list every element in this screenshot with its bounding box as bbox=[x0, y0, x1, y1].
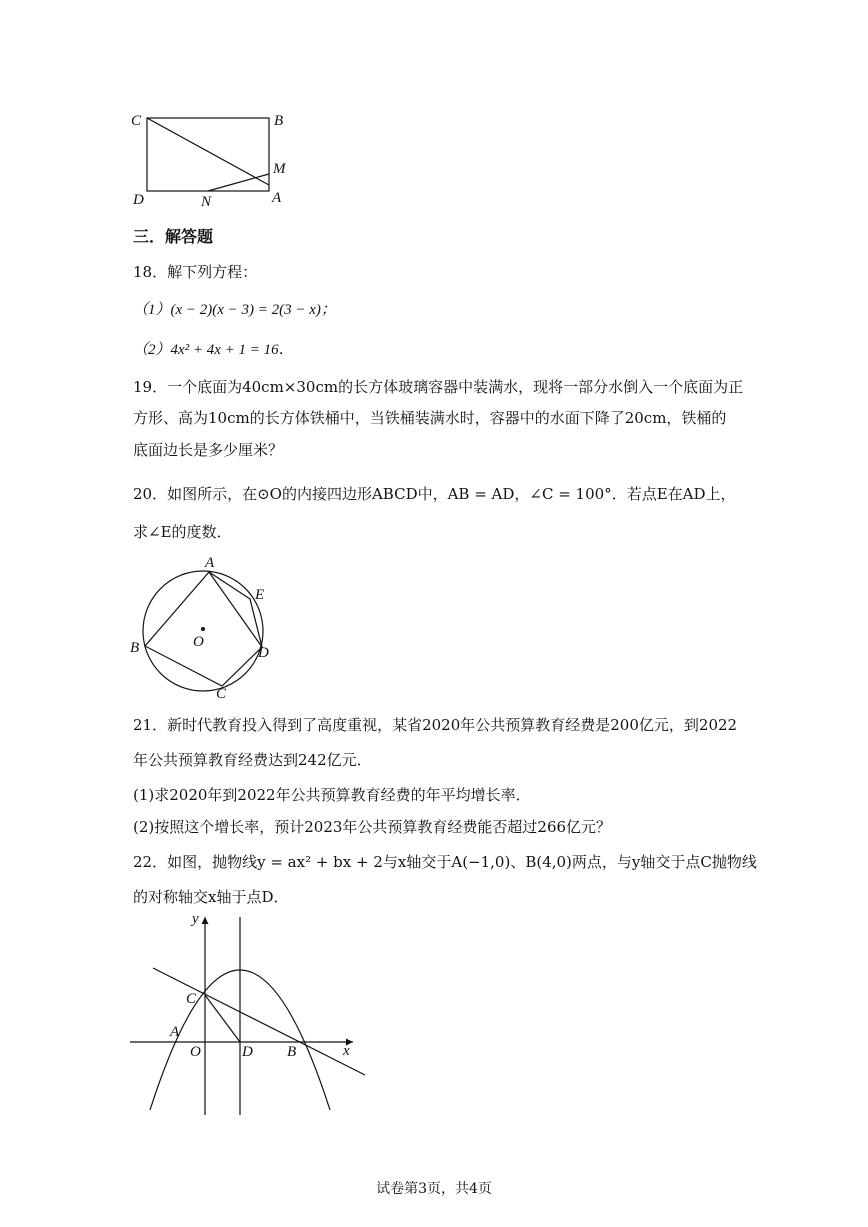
q22-line2: 的对称轴交x轴于点D． bbox=[133, 888, 289, 906]
q22-line1: 22．如图，抛物线y = ax² + bx + 2与x轴交于A(−1,0)、B(4,0)两点，与y轴交于点C抛物线 bbox=[133, 853, 757, 871]
page-footer: 试卷第3页，共4页 bbox=[376, 1181, 492, 1197]
label-a: A bbox=[272, 190, 282, 206]
label-o: O bbox=[193, 634, 204, 650]
q21-part1: (1)求2020年到2022年公共预算教育经费的年平均增长率． bbox=[133, 786, 531, 804]
figure-parabola bbox=[125, 905, 375, 1120]
rectangle-cbad bbox=[147, 118, 269, 191]
segment-cm bbox=[147, 118, 269, 185]
label-x: x bbox=[343, 1043, 350, 1059]
label-c: C bbox=[186, 991, 197, 1007]
q21-line2: 年公共预算教育经费达到242亿元． bbox=[133, 751, 372, 769]
label-c: C bbox=[131, 113, 142, 129]
q21-part2: (2)按照这个增长率，预计2023年公共预算教育经费能否超过266亿元？ bbox=[133, 818, 612, 836]
label-n: N bbox=[201, 194, 212, 210]
label-b: B bbox=[287, 1044, 297, 1060]
label-a: A bbox=[205, 555, 215, 571]
figure-rectangle bbox=[125, 105, 305, 215]
label-o: O bbox=[190, 1044, 201, 1060]
label-b: B bbox=[274, 113, 284, 129]
label-a: A bbox=[170, 1024, 180, 1040]
label-d: D bbox=[242, 1044, 253, 1060]
q20-line1: 20．如图所示，在⊙O的内接四边形ABCD中，AB = AD，∠C = 100°．若点E在AD上， bbox=[133, 485, 736, 503]
label-d: D bbox=[258, 645, 269, 661]
q18-part1: （1）(x − 2)(x − 3) = 2(3 − x)； bbox=[133, 302, 336, 318]
q18-part2: （2）4x² + 4x + 1 = 16． bbox=[133, 342, 294, 358]
segment-mn bbox=[208, 174, 269, 191]
q19-line1: 19．一个底面为40cm×30cm的长方体玻璃容器中装满水，现将一部分水倒入一个底面为正 bbox=[133, 378, 744, 396]
q20-line2: 求∠E的度数． bbox=[133, 523, 232, 541]
label-m: M bbox=[273, 161, 286, 177]
label-c: C bbox=[216, 686, 227, 702]
figure-circle bbox=[125, 553, 285, 703]
q19-line3: 底面边长是多少厘米？ bbox=[133, 441, 284, 459]
label-y: y bbox=[192, 911, 199, 927]
label-e: E bbox=[255, 587, 265, 603]
q19-line2: 方形、高为10cm的长方体铁桶中，当铁桶装满水时，容器中的水面下降了20cm，铁桶的 bbox=[133, 409, 727, 427]
label-b: B bbox=[130, 640, 140, 656]
q18-stem: 18．解下列方程： bbox=[133, 263, 258, 281]
label-d: D bbox=[133, 192, 144, 208]
center-point bbox=[201, 627, 205, 631]
segment-cd bbox=[205, 995, 240, 1042]
section-heading: 三．解答题 bbox=[133, 227, 214, 246]
q21-line1: 21．新时代教育投入得到了高度重视，某省2020年公共预算教育经费是200亿元，到2022 bbox=[133, 716, 738, 734]
